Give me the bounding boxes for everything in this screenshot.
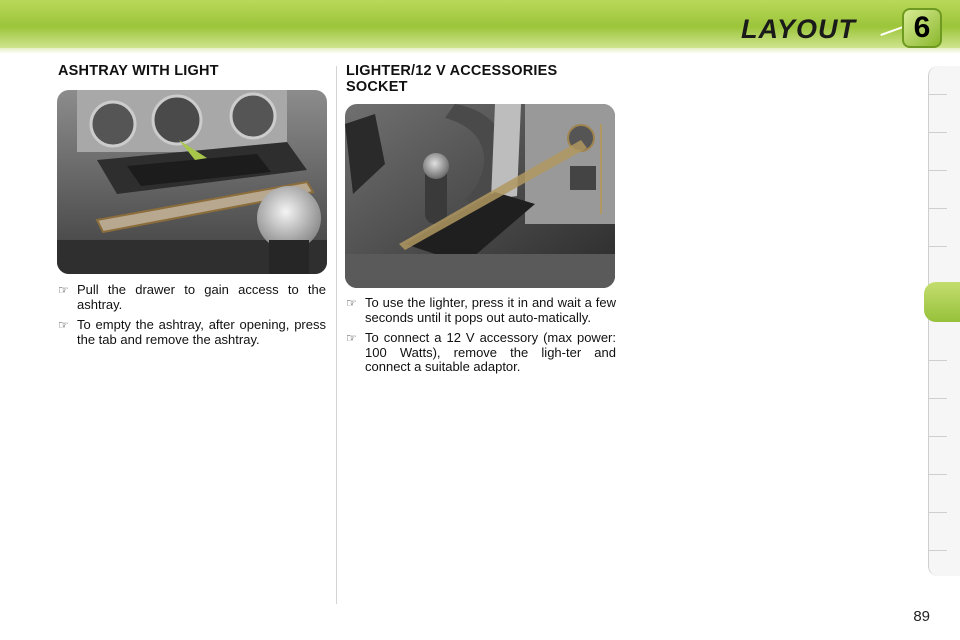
header-fade [0,48,960,54]
list-item [346,296,616,325]
section-heading-ashtray: ASHTRAY WITH LIGHT [58,63,219,79]
chapter-tab[interactable] [929,398,947,399]
pointing-hand-icon: ☞ [58,318,69,332]
chapter-tab[interactable] [929,246,947,247]
chapter-tab[interactable] [929,208,947,209]
page-number: 89 [913,608,930,625]
pointing-hand-icon: ☞ [346,331,357,345]
ashtray-photo [57,90,327,274]
list-item [58,318,326,347]
lighter-instructions [346,296,616,381]
bullet-text: To connect a 12 V accessory (max power: 100 Watts), remove the ligh-ter and connect a suitable adaptor. [365,330,616,374]
pointing-hand-icon: ☞ [58,283,69,297]
chapter-tab-active[interactable] [924,282,960,322]
chapter-tab[interactable] [929,436,947,437]
column-divider [336,66,337,604]
chapter-tab[interactable] [929,550,947,551]
section-heading-lighter: LIGHTER/12 V ACCESSORIES SOCKET [346,63,558,95]
chapter-tab[interactable] [929,170,947,171]
chapter-number-badge: 6 [902,8,942,48]
bullet-text: To empty the ashtray, after opening, press the tab and remove the ashtray. [77,317,326,347]
lighter-photo [345,104,615,288]
chapter-tab[interactable] [929,360,947,361]
chapter-tab[interactable] [929,132,947,133]
ashtray-instructions [58,283,326,353]
pointing-hand-icon: ☞ [346,296,357,310]
list-item [346,331,616,375]
list-item [58,283,326,312]
bullet-text: Pull the drawer to gain access to the ashtray. [77,282,326,312]
chapter-tab[interactable] [929,474,947,475]
chapter-tab[interactable] [929,512,947,513]
chapter-tab[interactable] [929,94,947,95]
bullet-text: To use the lighter, press it in and wait a few seconds until it pops out auto-matically. [365,295,616,325]
chapter-title: LAYOUT [741,14,856,44]
